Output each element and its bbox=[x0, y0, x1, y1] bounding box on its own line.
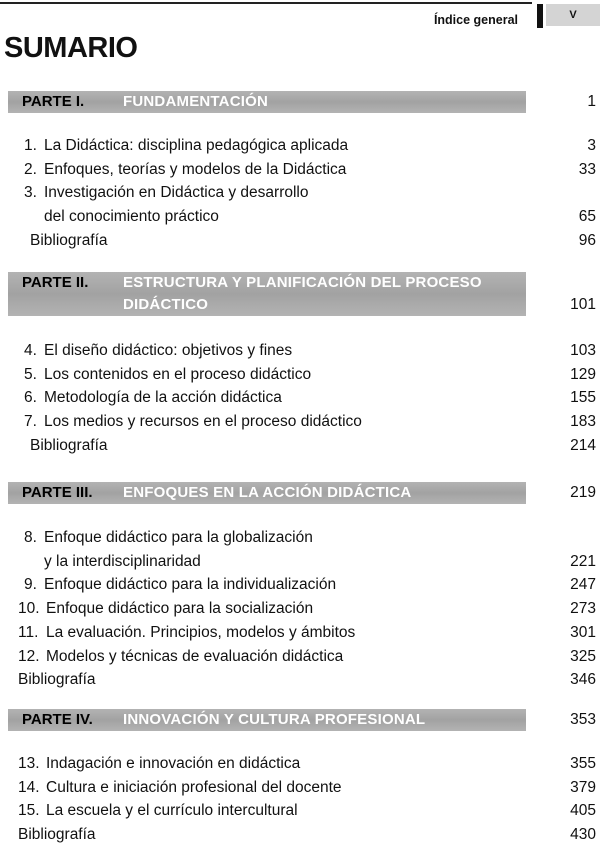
toc-entry bbox=[0, 526, 600, 573]
header-page-number: V bbox=[546, 4, 600, 26]
entry-title-line: La escuela y el currículo intercultural bbox=[46, 802, 298, 820]
entry-number: 10. bbox=[18, 600, 40, 618]
part-label: PARTE II. bbox=[22, 274, 89, 291]
toc-entry bbox=[0, 134, 600, 158]
toc-entry bbox=[0, 181, 600, 228]
toc-entry bbox=[0, 752, 600, 776]
toc-entry bbox=[0, 339, 600, 363]
entry-number: 12. bbox=[18, 647, 40, 665]
entry-number: 4. bbox=[24, 342, 37, 359]
toc-entry bbox=[0, 776, 600, 800]
entry-page-number: 155 bbox=[570, 389, 596, 407]
toc-entry bbox=[0, 386, 600, 410]
part-label: PARTE IV. bbox=[22, 711, 93, 728]
entry-number: 9. bbox=[24, 576, 37, 594]
part-page-number: 1 bbox=[587, 93, 596, 110]
entry-page-number: 346 bbox=[570, 671, 596, 689]
part-heading-bar bbox=[8, 91, 526, 113]
entry-title-line: Enfoque didáctico para la socialización bbox=[46, 600, 314, 618]
toc-entry bbox=[0, 573, 600, 597]
part-heading-bar bbox=[8, 482, 526, 504]
entry-title-line: Enfoque didáctico para la individualización bbox=[44, 576, 337, 594]
part-title-line: INNOVACIÓN Y CULTURA PROFESIONAL bbox=[123, 711, 426, 728]
entry-title-line: Bibliografía bbox=[30, 231, 108, 249]
entry-title-line: Bibliografía bbox=[30, 436, 108, 454]
part-page-number: 219 bbox=[570, 484, 596, 501]
entry-number: 11. bbox=[18, 623, 39, 641]
entry-page-number: 129 bbox=[570, 365, 596, 383]
entry-number: 13. bbox=[18, 755, 40, 772]
entry-title-line: del conocimiento práctico bbox=[44, 208, 219, 226]
entry-page-number: 247 bbox=[570, 576, 596, 594]
entry-title-line: Modelos y técnicas de evaluación didáctica bbox=[46, 647, 344, 665]
header-marker-bar bbox=[537, 4, 543, 28]
entry-title-line: La evaluación. Principios, modelos y ámbitos bbox=[46, 623, 356, 641]
entry-number: 8. bbox=[24, 529, 37, 546]
entry-title-line: Indagación e innovación en didáctica bbox=[46, 755, 301, 772]
entry-page-number: 33 bbox=[578, 160, 596, 178]
header-rule bbox=[0, 2, 532, 4]
part-title-line: ESTRUCTURA Y PLANIFICACIÓN DEL PROCESO bbox=[123, 274, 482, 291]
entry-number: 14. bbox=[18, 778, 40, 796]
entry-title-line: Los medios y recursos en el proceso didáctico bbox=[44, 413, 362, 431]
toc-entry bbox=[0, 621, 600, 645]
entry-page-number: 3 bbox=[587, 137, 596, 154]
entry-page-number: 430 bbox=[570, 826, 596, 844]
entry-page-number: 325 bbox=[570, 647, 596, 665]
part-label: PARTE I. bbox=[22, 93, 85, 110]
entry-title-line: La Didáctica: disciplina pedagógica aplicada bbox=[44, 137, 349, 154]
entry-page-number: 103 bbox=[570, 342, 596, 359]
part-page-number: 101 bbox=[570, 296, 596, 313]
entry-title-line: Bibliografía bbox=[18, 826, 96, 844]
entry-page-number: 355 bbox=[570, 755, 596, 772]
entry-number: 5. bbox=[24, 365, 37, 383]
running-header-title: Índice general bbox=[433, 13, 518, 27]
bibliography-entry bbox=[0, 229, 600, 253]
bibliography-entry bbox=[0, 823, 600, 847]
entry-title-line: El diseño didáctico: objetivos y fines bbox=[44, 342, 293, 359]
entry-page-number: 221 bbox=[570, 552, 596, 570]
part-title-line: ENFOQUES EN LA ACCIÓN DIDÁCTICA bbox=[123, 484, 412, 501]
entry-number: 7. bbox=[24, 413, 37, 431]
part-page-number: 353 bbox=[570, 711, 596, 728]
toc-entry bbox=[0, 363, 600, 387]
bibliography-entry bbox=[0, 668, 600, 692]
part-title-line: DIDÁCTICO bbox=[123, 296, 209, 313]
entry-page-number: 273 bbox=[570, 600, 596, 618]
entry-page-number: 301 bbox=[570, 623, 596, 641]
toc-entry bbox=[0, 799, 600, 823]
entry-page-number: 96 bbox=[578, 231, 596, 249]
part-heading-bar bbox=[8, 709, 526, 731]
entry-title-line: Enfoques, teorías y modelos de la Didáctica bbox=[44, 160, 347, 178]
entry-page-number: 214 bbox=[570, 436, 596, 454]
entry-title-line: Metodología de la acción didáctica bbox=[44, 389, 282, 407]
entry-page-number: 405 bbox=[570, 802, 596, 820]
entry-title-line: Los contenidos en el proceso didáctico bbox=[44, 365, 312, 383]
entry-number: 15. bbox=[18, 802, 40, 820]
entry-number: 1. bbox=[24, 137, 37, 154]
toc-entry bbox=[0, 158, 600, 182]
toc-entry bbox=[0, 410, 600, 434]
entry-title-line: Enfoque didáctico para la globalización bbox=[44, 529, 313, 546]
entry-page-number: 65 bbox=[578, 208, 596, 226]
entry-number: 2. bbox=[24, 160, 37, 178]
toc-entry bbox=[0, 645, 600, 669]
entry-title-line: y la interdisciplinaridad bbox=[44, 552, 201, 570]
part-label: PARTE III. bbox=[22, 484, 93, 501]
entry-title-line: Investigación en Didáctica y desarrollo bbox=[44, 184, 309, 202]
entry-page-number: 183 bbox=[570, 413, 596, 431]
bibliography-entry bbox=[0, 434, 600, 458]
entry-page-number: 379 bbox=[570, 778, 596, 796]
entry-title-line: Bibliografía bbox=[18, 671, 96, 689]
summary-title: SUMARIO bbox=[4, 32, 138, 64]
part-heading-bar bbox=[8, 272, 526, 316]
entry-number: 6. bbox=[24, 389, 37, 407]
toc-entry bbox=[0, 597, 600, 621]
entry-title-line: Cultura e iniciación profesional del docente bbox=[46, 778, 342, 796]
part-title-line: FUNDAMENTACIÓN bbox=[123, 93, 269, 110]
entry-number: 3. bbox=[24, 184, 37, 202]
